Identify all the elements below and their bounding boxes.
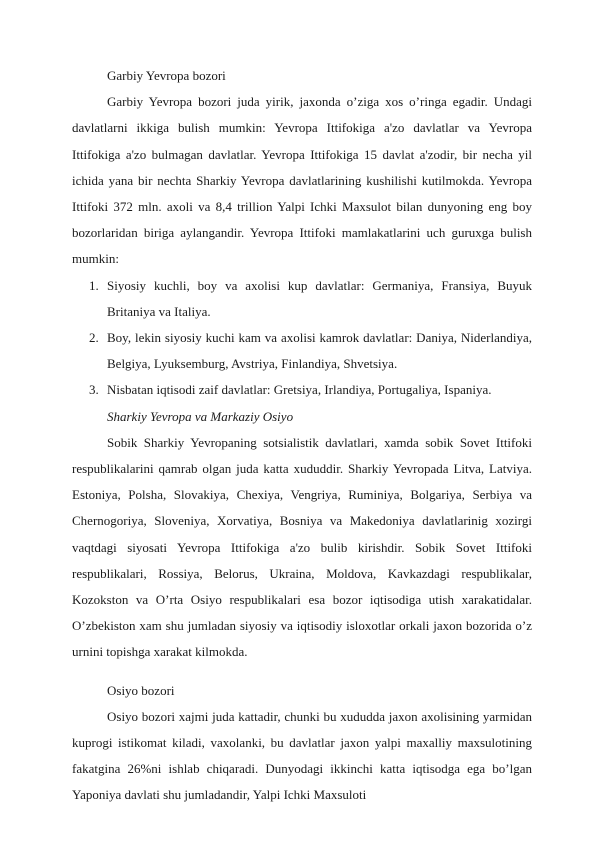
- paragraph-western-europe: Garbiy Yevropa bozori juda yirik, jaxonda o’ziga xos o’ringa egadir. Undagi davlatlarni ikkiga bulish mumkin: Yevropa Ittifokiga a'zo davlatlar va Yevropa Ittifokiga a'zo bulmagan davlatlar. Yevropa Ittifokiga 15 davlat a'zodir, bir necha yil ichida yana bir nechta Sharkiy Yevropa davlatlarining kushilishi kutilmokda. Yevropa Ittifoki 372 mln. axoli va 8,4 trillion Yalpi Ichki Maxsulot bilan dunyoning eng boy bozorlaridan biriga aylangandir. Yevropa Ittifoki mamlakatlarini uch guruxga bulish mumkin:: [72, 94, 532, 267]
- section-title-eastern-europe-central-asia: Sharkiy Yevropa va Markaziy Osiyo: [107, 408, 294, 424]
- list-item-number: 1.: [89, 277, 99, 293]
- section-title-asia: Osiyo bozori: [107, 682, 175, 698]
- list-item-number: 3.: [89, 382, 99, 398]
- list-item: [72, 273, 532, 325]
- list-item-number: 2.: [89, 330, 99, 346]
- list-item: [72, 377, 532, 403]
- paragraph-eastern-europe-central-asia: Sobik Sharkiy Yevropaning sotsialistik davlatlari, xamda sobik Sovet Ittifoki respublikalarini qamrab olgan juda katta xududdir. Sharkiy Yevropada Litva, Latviya. Estoniya, Polsha, Slovakiya, Chexiya, Vengriya, Ruminiya, Bolgariya, Serbiya va Chernogoriya, Sloveniya, Xorvatiya, Bosniya va Makedoniya davlatlarinig xozirgi vaqtdagi siyosati Yevropa Ittifokiga a'zo bulib kirishdir. Sobik Sovet Ittifoki respublikalari, Rossiya, Belorus, Ukraina, Moldova, Kavkazdagi respublikalar, Kozokston va O’rta Osiyo respublikalari esa bozor iqtisodiga utish xarakatidalar. O’zbekiston xam shu jumladan siyosiy va iqtisodiy isloxotlar orkali jaxon bozorida o’z urnini topishga xarakat kilmokda.: [72, 434, 532, 660]
- list-item: [72, 325, 532, 377]
- document-page: [72, 63, 532, 809]
- section-spacer: [72, 666, 532, 678]
- list-item-text: Nisbatan iqtisodi zaif davlatlar: Gretsiya, Irlandiya, Portugaliya, Ispaniya.: [107, 382, 492, 398]
- section-title-western-europe: Garbiy Yevropa bozori: [107, 68, 226, 83]
- eu-groups-list: [72, 273, 532, 404]
- paragraph-asia: Osiyo bozori xajmi juda kattadir, chunki bu xududda jaxon axolisining yarmidan kuprogi istikomat kiladi, vaxolanki, bu davlatlar jaxon yalpi maxalliy maxsulotining fakatgina 26%ni ishlab chiqaradi. Dunyodagi ikkinchi katta iqtisodga ega bo’lgan Yaponiya davlati shu jumladandir, Yalpi Ichki Maxsuloti: [72, 708, 532, 803]
- list-item-text: Boy, lekin siyosiy kuchi kam va axolisi kamrok davlatlar: Daniya, Niderlandiya, Belgiya, Lyuksemburg, Avstriya, Finlandiya, Shvetsiya.: [107, 330, 532, 372]
- list-item-text: Siyosiy kuchli, boy va axolisi kup davlatlar: Germaniya, Fransiya, Buyuk Britaniya va Italiya.: [107, 277, 532, 319]
